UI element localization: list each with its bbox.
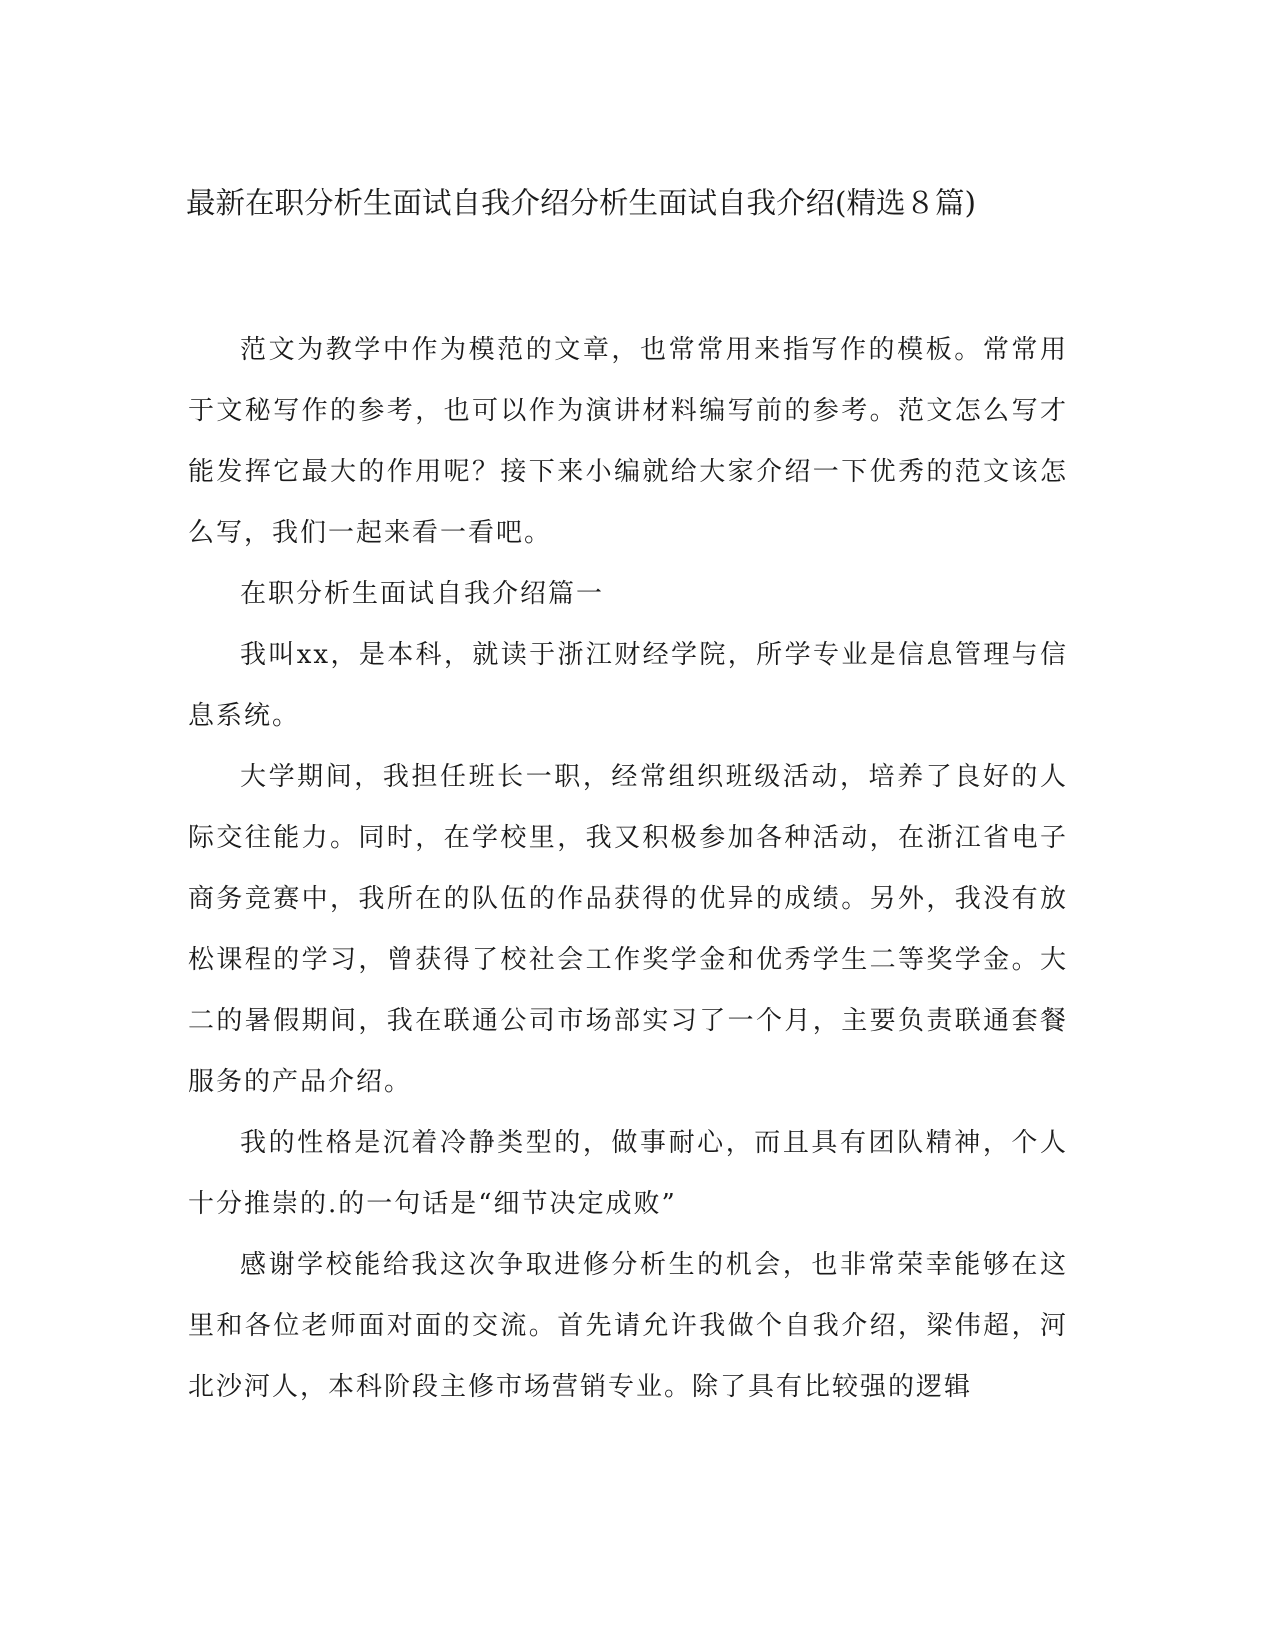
paragraph-personality: 我的性格是沉着冷静类型的，做事耐心，而且具有团队精神，个人十分推崇的.的一句话是“细节决定成败” — [188, 1128, 1068, 1219]
paragraph-intro: 范文为教学中作为模范的文章，也常常用来指写作的模板。常常用于文秘写作的参考，也可以作为演讲材料编写前的参考。范文怎么写才能发挥它最大的作用呢？接下来小编就给大家介绍一下优秀的范文该怎么写，我们一起来看一看吧。 — [188, 335, 1068, 548]
section-heading: 在职分析生面试自我介绍篇一 — [240, 579, 605, 609]
paragraph-thanks: 感谢学校能给我这次争取进修分析生的机会，也非常荣幸能够在这里和各位老师面对面的交流。首先请允许我做个自我介绍，梁伟超，河北沙河人，本科阶段主修市场营销专业。除了具有比较强的逻辑 — [188, 1250, 1068, 1402]
paragraph-name-major: 我叫xx，是本科，就读于浙江财经学院，所学专业是信息管理与信息系统。 — [188, 640, 1068, 731]
paragraph-university-activities: 大学期间，我担任班长一职，经常组织班级活动，培养了良好的人际交往能力。同时，在学校里，我又积极参加各种活动，在浙江省电子商务竞赛中，我所在的队伍的作品获得的优异的成绩。另外，我没有放松课程的学习，曾获得了校社会工作奖学金和优秀学生二等奖学金。大二的暑假期间，我在联通公司市场部实习了一个月，主要负责联通套餐服务的产品介绍。 — [188, 762, 1068, 1097]
document-title: 最新在职分析生面试自我介绍分析生面试自我介绍(精选８篇) — [186, 186, 977, 220]
document-body — [188, 320, 1068, 1418]
